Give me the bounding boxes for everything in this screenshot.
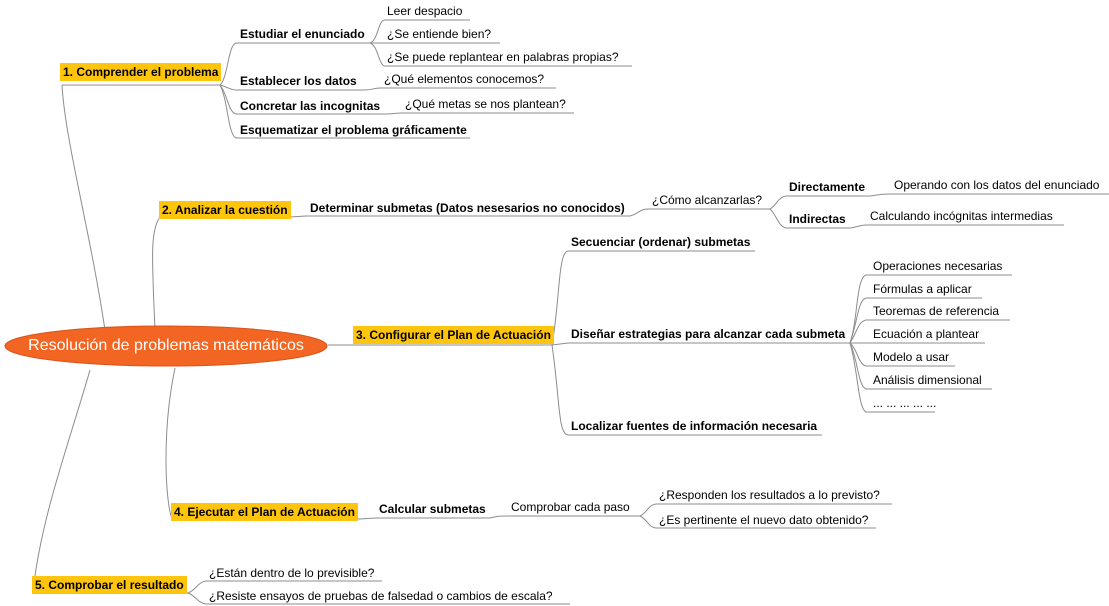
node-item-7[interactable]: ... ... ... ... ...: [873, 396, 937, 410]
node-entiende[interactable]: ¿Se entiende bien?: [387, 27, 492, 41]
node-concretar[interactable]: Concretar las incognitas: [240, 99, 381, 113]
node-item-3[interactable]: Teoremas de referencia: [873, 304, 1000, 318]
branch-5-tag[interactable]: 5. Comprobar el resultado: [32, 576, 187, 594]
node-previsible[interactable]: ¿Están dentro de lo previsible?: [209, 566, 375, 580]
branch-3-tag[interactable]: 3. Configurar el Plan de Actuación: [353, 326, 554, 344]
root-node[interactable]: [3, 324, 329, 368]
branch-2-tag[interactable]: 2. Analizar la cuestión: [159, 201, 291, 219]
node-calcular[interactable]: Calcular submetas: [379, 502, 486, 516]
node-establecer[interactable]: Establecer los datos: [240, 74, 357, 88]
node-metas[interactable]: ¿Qué metas se nos plantean?: [405, 97, 566, 111]
node-item-4[interactable]: Ecuación a plantear: [873, 327, 980, 341]
node-indirectas[interactable]: Indirectas: [789, 212, 846, 226]
node-leer[interactable]: Leer despacio: [387, 4, 463, 18]
node-secuenciar[interactable]: Secuenciar (ordenar) submetas: [571, 235, 751, 249]
node-operando[interactable]: Operando con los datos del enunciado: [894, 178, 1100, 192]
node-como[interactable]: ¿Cómo alcanzarlas?: [652, 193, 763, 207]
node-esquematizar[interactable]: Esquematizar el problema gráficamente: [240, 123, 467, 137]
node-comprobar[interactable]: Comprobar cada paso: [511, 500, 630, 514]
node-replantear[interactable]: ¿Se puede replantear en palabras propias?: [387, 50, 619, 64]
node-elementos[interactable]: ¿Qué elementos conocemos?: [384, 72, 545, 86]
branch-1-tag[interactable]: 1. Comprender el problema: [60, 63, 221, 81]
root-label: Resolución de problemas matemáticos: [28, 337, 304, 354]
node-pertinente[interactable]: ¿Es pertinente el nuevo dato obtenido?: [659, 513, 869, 527]
node-localizar[interactable]: Localizar fuentes de información necesaria: [571, 419, 818, 433]
node-resiste[interactable]: ¿Resiste ensayos de pruebas de falsedad o cambios de escala?: [209, 589, 553, 603]
node-directamente[interactable]: Directamente: [789, 180, 866, 194]
node-item-2[interactable]: Fórmulas a aplicar: [873, 282, 972, 296]
node-item-5[interactable]: Modelo a usar: [873, 350, 950, 364]
node-calculando[interactable]: Calculando incógnitas intermedias: [870, 209, 1053, 223]
node-disenar[interactable]: Diseñar estrategias para alcanzar cada submeta: [571, 327, 846, 341]
node-estudiar[interactable]: Estudiar el enunciado: [240, 27, 365, 41]
node-determinar[interactable]: Determinar submetas (Datos nesesarios no conocidos): [310, 201, 625, 215]
branch-4-tag[interactable]: 4. Ejecutar el Plan de Actuación: [171, 503, 358, 521]
node-item-6[interactable]: Análisis dimensional: [873, 373, 982, 387]
node-item-1[interactable]: Operaciones necesarias: [873, 259, 1003, 273]
node-responden[interactable]: ¿Responden los resultados a lo previsto?: [659, 488, 880, 502]
